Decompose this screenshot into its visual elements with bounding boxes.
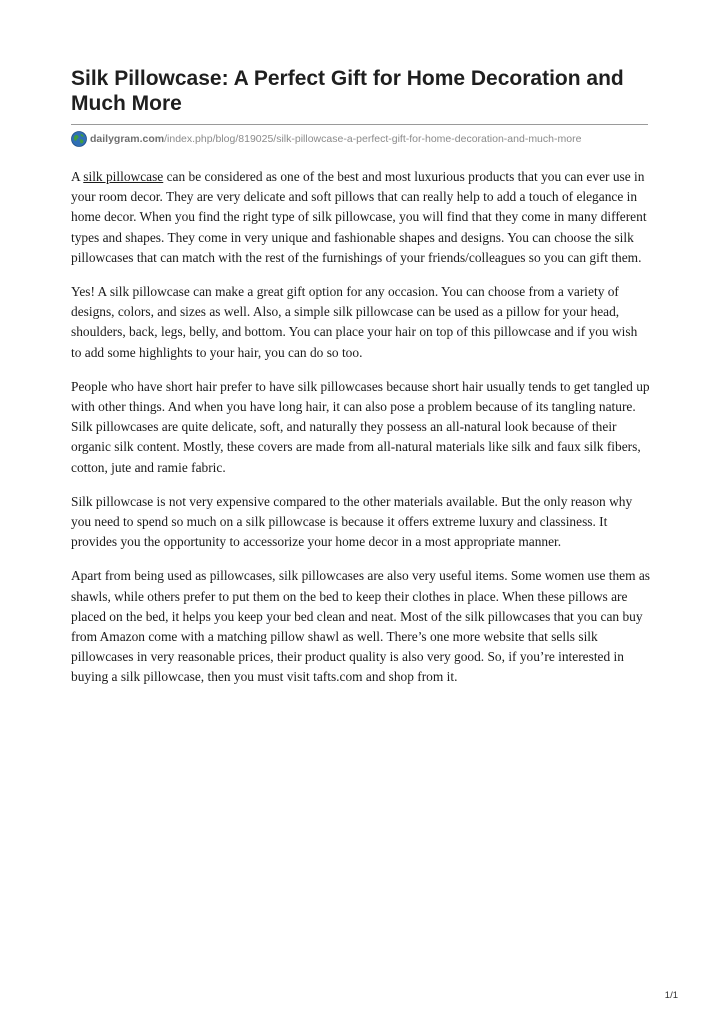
article-body: [71, 167, 651, 702]
silk-pillowcase-link[interactable]: silk pillowcase: [83, 169, 164, 184]
paragraph-1-text: can be considered as one of the best and most luxurious products that you can ever use in your room decor. They are very delicate and soft pillows that can really help to add a touch of elegance in home decor. When you find the right type of silk pillowcase, you will find that they come in many different types and shapes. They come in very unique and fashionable shapes and designs. You can choose the silk pillowcases that can match with the rest of the furnishings of your friends/colleagues so you can gift them.: [71, 169, 647, 265]
paragraph-1-lead: A: [71, 169, 84, 184]
page-title: Silk Pillowcase: A Perfect Gift for Home Decoration and Much More: [71, 67, 624, 115]
source-domain[interactable]: dailygram.com: [90, 133, 165, 145]
page-number: 1/1: [664, 990, 678, 1001]
paragraph-2: Yes! A silk pillowcase can make a great gift option for any occasion. You can choose from a variety of designs, colors, and sizes as well. Also, a simple silk pillowcase can be used as a pillow for your head, shoulders, back, legs, belly, and bottom. You can place your hair on top of this pillowcase and if you wish to add some highlights to your hair, you can do so too.: [71, 284, 638, 360]
paragraph-5: Apart from being used as pillowcases, silk pillowcases are also very useful items. Some women use them as shawls, while others prefer to put them on the bed to keep their clothes in place. When these pillows are placed on the bed, it helps you keep your bed clean and neat. Most of the silk pillowcases that you can buy from Amazon come with a matching pillow shawl as well. There’s one more website that sells silk pillowcases in very reasonable prices, their product quality is also very good. So, if you’re interested in buying a silk pillowcase, then you must visit tafts.com and shop from it.: [71, 568, 651, 685]
source-link[interactable]: [71, 130, 581, 148]
source-path[interactable]: /index.php/blog/819025/silk-pillowcase-a-perfect-gift-for-home-decoration-and-much-more: [164, 133, 582, 145]
globe-icon: [71, 131, 87, 147]
paragraph-4: Silk pillowcase is not very expensive compared to the other materials available. But the only reason why you need to spend so much on a silk pillowcase is because it offers extreme luxury and classiness. It provides you the opportunity to accessorize your home decor in a most appropriate manner.: [71, 493, 633, 550]
paragraph-3: People who have short hair prefer to have silk pillowcases because short hair usually tends to get tangled up with other things. And when you have long hair, it can also pose a problem because of its tangling nature. Silk pillowcases are quite delicate, soft, and naturally they possess an all-natural look because of their organic silk content. Mostly, these covers are made from all-natural materials like silk and faux silk fibers, cotton, jute and ramie fabric.: [71, 378, 650, 475]
title-divider: [71, 124, 648, 125]
paragraph-1: [71, 167, 651, 268]
